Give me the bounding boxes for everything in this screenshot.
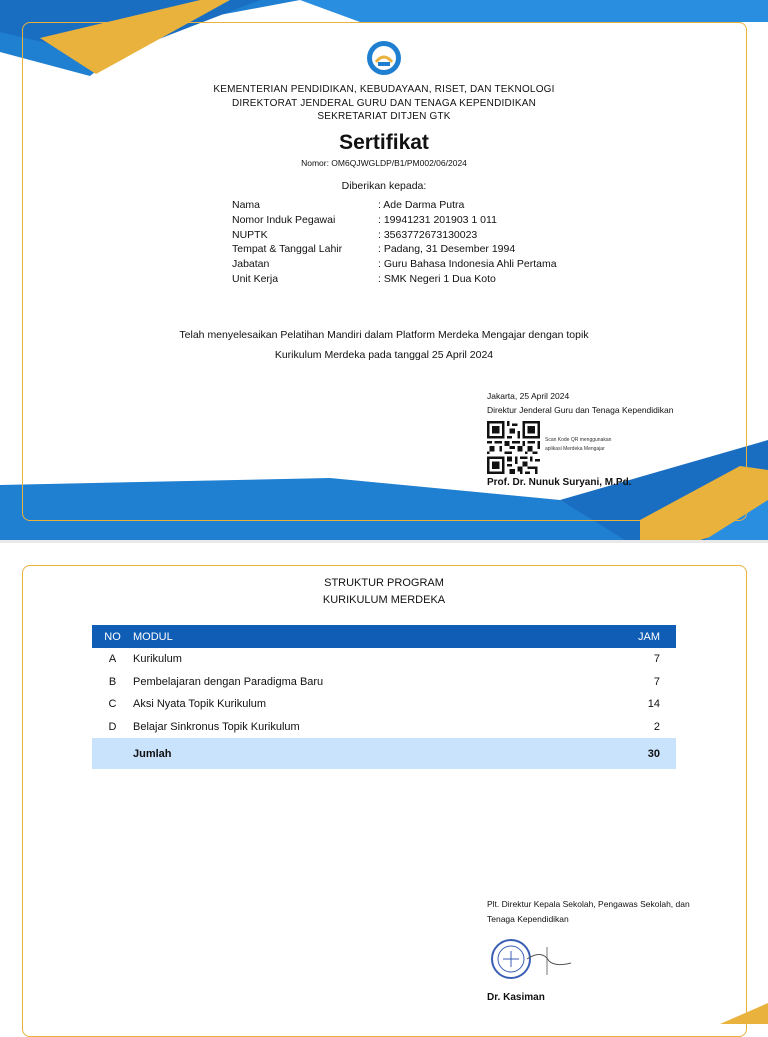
field-row <box>232 257 557 272</box>
total-label: Jumlah <box>133 738 586 769</box>
field-label: Tempat & Tanggal Lahir <box>232 243 343 256</box>
ministry-logo-icon <box>366 40 402 76</box>
header-no: NO <box>104 630 121 643</box>
qr-note-line: aplikasi Merdeka Mengajar <box>545 446 605 452</box>
field-label: Jabatan <box>232 258 270 271</box>
table-header-row <box>92 625 676 648</box>
field-label: NUPTK <box>232 228 268 241</box>
field-label: Nomor Induk Pegawai <box>232 213 336 226</box>
header-module: MODUL <box>133 630 173 643</box>
qr-code-icon <box>487 421 540 474</box>
row-hours: 14 <box>647 698 660 711</box>
structure-signature-position: Plt. Direktur Kepala Sekolah, Pengawas Sekolah, dan <box>487 899 690 909</box>
field-label: Unit Kerja <box>232 272 279 285</box>
ministry-header <box>0 83 768 124</box>
row-module: Pembelajaran dengan Paradigma Baru <box>133 675 324 688</box>
signatory-name: Prof. Dr. Nunuk Suryani, M.Pd. <box>487 477 632 488</box>
row-no: B <box>108 675 117 688</box>
header-hours: JAM <box>638 630 660 643</box>
recipient-details <box>232 198 557 287</box>
field-row <box>232 272 557 287</box>
ministry-line: KEMENTERIAN PENDIDIKAN, KEBUDAYAAN, RISET, DAN TEKNOLOGI <box>213 84 555 95</box>
table-row <box>92 693 676 716</box>
table-row <box>92 648 676 671</box>
total-hours: 30 <box>586 738 676 769</box>
program-table <box>92 625 676 769</box>
completion-statement <box>0 325 768 365</box>
field-row <box>232 213 557 228</box>
total-no <box>92 738 133 769</box>
certificate-number: Nomor: OM6QJWGLDP/B1/PM002/06/2024 <box>301 158 467 168</box>
qr-instruction <box>545 436 611 454</box>
row-module: Aksi Nyata Topik Kurikulum <box>133 698 267 711</box>
statement-line: Kurikulum Merdeka pada tanggal 25 April 2024 <box>274 349 494 361</box>
qr-note-line: Scan Kode QR menggunakan <box>545 437 612 443</box>
table-row <box>92 671 676 694</box>
field-row <box>232 242 557 257</box>
table-row <box>92 716 676 739</box>
structure-title-line: STRUKTUR PROGRAM <box>324 577 444 589</box>
row-no: D <box>108 720 117 733</box>
field-value: : Padang, 31 Desember 1994 <box>378 243 516 256</box>
table-total-row <box>92 738 676 769</box>
row-hours: 7 <box>653 675 660 688</box>
field-value: : Guru Bahasa Indonesia Ahli Pertama <box>378 258 557 271</box>
structure-subtitle-line: KURIKULUM MERDEKA <box>322 594 446 606</box>
row-no: C <box>108 698 117 711</box>
structure-signatory-name: Dr. Kasiman <box>487 992 545 1003</box>
signature-position: Direktur Jenderal Guru dan Tenaga Kependidikan <box>487 405 674 415</box>
statement-line: Telah menyelesaikan Pelatihan Mandiri dalam Platform Merdeka Mengajar dengan topik <box>179 329 589 341</box>
row-module: Belajar Sinkronus Topik Kurikulum <box>133 720 300 733</box>
row-no: A <box>108 653 117 666</box>
field-row <box>232 198 557 213</box>
signature-block <box>487 389 674 417</box>
certificate-title: Sertifikat <box>339 131 429 154</box>
structure-signature-position: Tenaga Kependidikan <box>487 914 569 924</box>
row-hours: 2 <box>653 720 660 733</box>
field-row <box>232 228 557 243</box>
field-value: : SMK Negeri 1 Dua Koto <box>378 272 496 285</box>
field-value: : Ade Darma Putra <box>378 199 465 211</box>
official-seal-icon <box>487 935 577 983</box>
secretariat-line: SEKRETARIAT DITJEN GTK <box>317 111 451 122</box>
field-label: Nama <box>232 199 261 211</box>
row-hours: 7 <box>653 653 660 666</box>
given-to-label: Diberikan kepada: <box>341 180 427 192</box>
structure-title <box>0 575 768 609</box>
signature-place-date: Jakarta, 25 April 2024 <box>487 391 570 401</box>
structure-signature-block <box>487 897 727 927</box>
row-module: Kurikulum <box>133 653 182 666</box>
field-value: : 19941231 201903 1 011 <box>378 213 497 226</box>
field-value: : 3563772673130023 <box>378 228 478 241</box>
directorate-line: DIREKTORAT JENDERAL GURU DAN TENAGA KEPENDIDIKAN <box>231 97 537 109</box>
